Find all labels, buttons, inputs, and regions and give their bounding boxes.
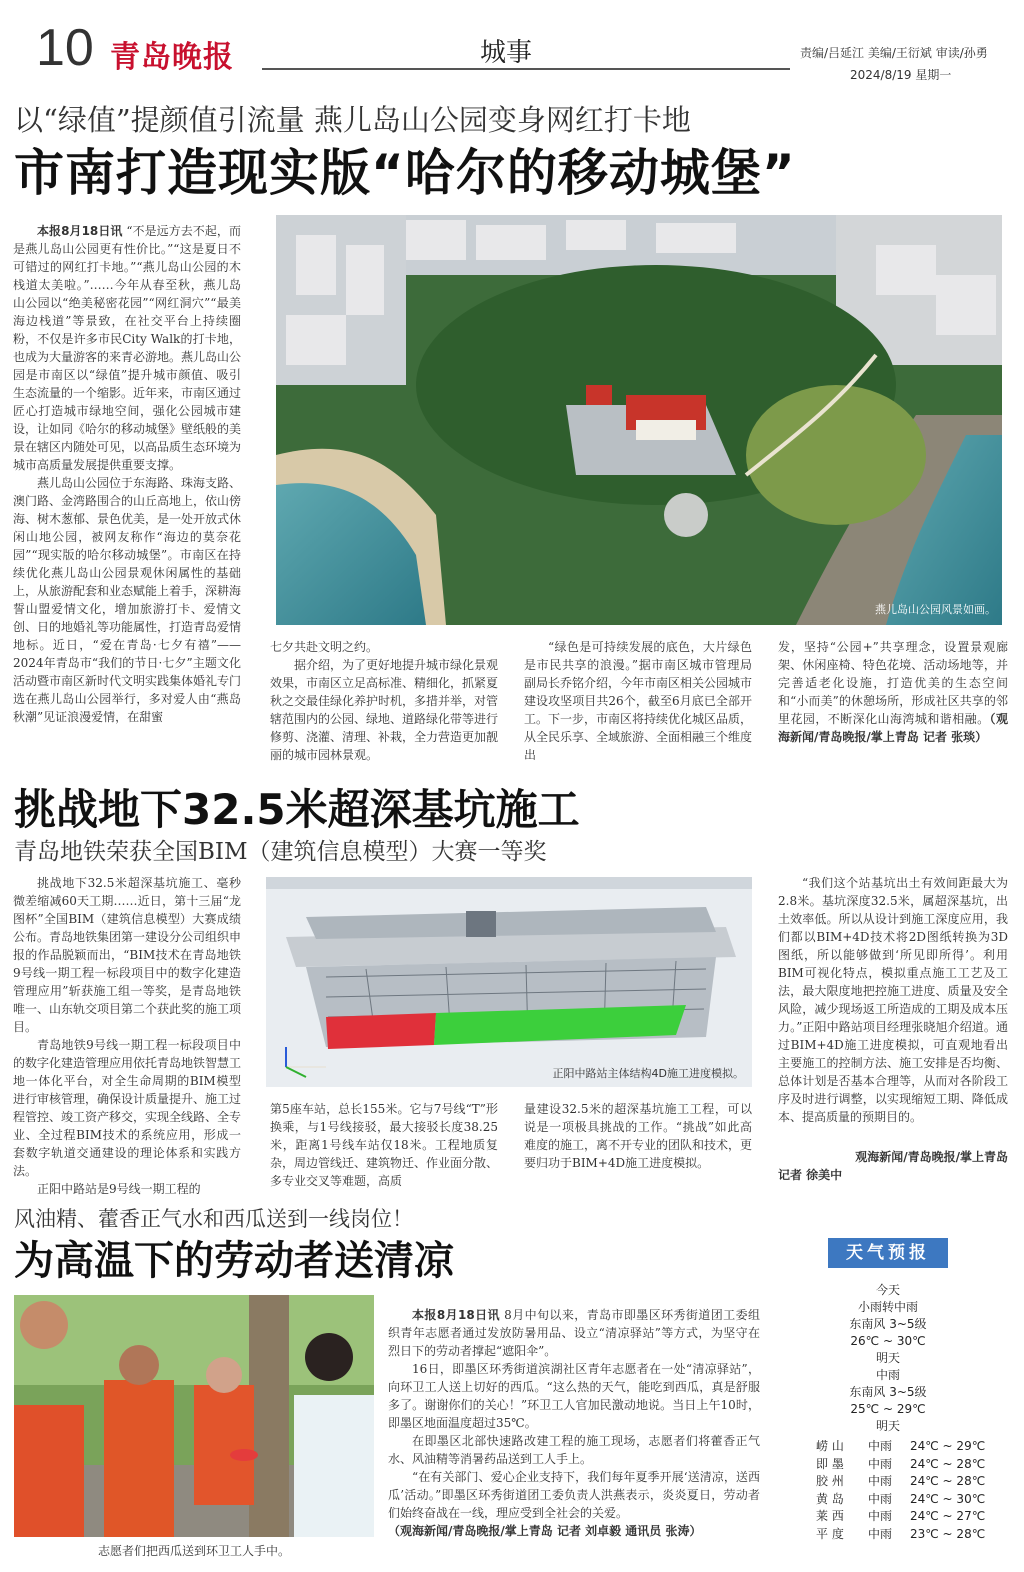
article3-p4: “在有关部门、爱心企业支持下，我们每年夏季开展‘送清凉，送西瓜’活动。”即墨区环秀街道团工委负责人洪燕表示，炎炎夏日，劳动者们始终奋战在一线，理应受到全社会的关爱。 — [388, 1470, 760, 1520]
weather-city-row — [816, 1508, 1012, 1526]
city-name: 即 墨 — [816, 1456, 844, 1471]
park-aerial-photo — [276, 215, 1002, 625]
bim-model-image — [266, 877, 752, 1087]
city-temp: 23℃ ~ 28℃ — [910, 1526, 986, 1541]
weather-city-row — [816, 1473, 1012, 1491]
section-divider — [262, 68, 790, 70]
article2-subhead: 青岛地铁荣获全国BIM（建筑信息模型）大赛一等奖 — [14, 839, 547, 865]
article3-kicker: 风油精、藿香正气水和西瓜送到一线岗位！ — [14, 1207, 413, 1231]
article2-col1-p2: 青岛地铁9号线一期工程一标段项目中的数字化建造管理应用依托青岛地铁智慧工地一体化平台，对全生命周期的BIM模型进行审核管理，确保设计质量提升、施工过程管控、竣工资产移交，实现全线路、全专业、全过程BIM技术的系统应用，形成一套数字轨道交通建设的理论体系和实践方法。 — [13, 1038, 242, 1178]
city-condition: 中雨 — [868, 1509, 893, 1523]
city-temp: 24℃ ~ 28℃ — [910, 1456, 986, 1471]
article2-col1-text: 挑战地下32.5米超深基坑施工、毫秒微差缩减60天工期……近日，第十三届“龙图杯”全国BIM（建筑信息模型）大赛成绩公布。青岛地铁集团第一建设分公司组织申报的作品脱颖而出，“BIM技术在青岛地铁9号线一期工程一标段项目中的数字化建造管理应用”斩获施工组一等奖，是青岛地铁唯一、山东轨交项目第二个获此奖的施工项目。 — [13, 876, 242, 1034]
article2-headline: 挑战地下32.5米超深基坑施工 — [14, 785, 580, 834]
article1-col1-text: “不是远方去不起，而是燕儿岛山公园更有性价比。”“这是夏日不可错过的网红打卡地。”“燕儿岛山公园的木栈道太美啦。”……今年从春至秋，燕儿岛山公园以“绝美秘密花园”“网红洞穴”“最美海边栈道”等景致，在社交平台上持续圈粉，不仅是许多市民City Walk的打卡地，也成为大量游客的来青必游地。燕儿岛山公园是市南区以“绿值”提升城市颜值、吸引生态流量的一个缩影。近年来，市南区通过匠心打造城市绿地空间，强化公园城市建设，让如同《哈尔的移动城堡》壁纸般的美景在辖区内随处可见，以高品质生态环境为城市高质量发展提供重要支撑。 — [13, 224, 242, 472]
article1-column1 — [13, 222, 241, 752]
city-temp: 24℃ ~ 27℃ — [910, 1509, 986, 1523]
city-temp: 24℃ ~ 30℃ — [910, 1491, 986, 1506]
weather-today-wind: 东南风 3~5级 — [849, 1317, 927, 1331]
article1-headline: 市南打造现实版“哈尔的移动城堡” — [14, 144, 796, 202]
article1-col3-text: “绿色是可持续发展的底色，大片绿色是市民共享的浪漫。”据市南区城市管理局副局长乔铭介绍，今年市南区相关公园城市建设攻坚项目共26个，截至6月底已全部开工。下一步，市南区将持续优化城区品质，从全民乐享、全域旅游、全面相融三个维度出 — [524, 640, 753, 762]
article1-photo-caption: 燕儿岛山公园风景如画。 — [875, 603, 996, 616]
article1-lead-label: 本报8月18日讯 — [37, 224, 123, 238]
weather-city-list — [816, 1438, 1012, 1543]
page-number: 10 — [36, 19, 94, 77]
city-name: 莱 西 — [816, 1509, 844, 1523]
city-condition: 中雨 — [868, 1474, 893, 1488]
city-condition: 中雨 — [868, 1491, 893, 1506]
city-name: 崂 山 — [816, 1439, 844, 1453]
article2-column2 — [270, 1100, 498, 1186]
article1-col4-text: 发，坚持“公园+”共享理念，设置景观廊架、休闲座椅、特色花境、活动场地等，并完善适老化设施，打造优美的生态空间和“小而美”的休憩场所，形成社区共享的邻里花园，不断深化山海湾城和谐相融。 — [778, 640, 1008, 726]
article1-kicker: 以“绿值”提颜值引流量 燕儿岛山公园变身网红打卡地 — [14, 103, 691, 137]
weather-tomorrow-label: 明天 — [875, 1351, 900, 1365]
city-name: 黄 岛 — [816, 1491, 844, 1506]
city-name: 平 度 — [816, 1526, 844, 1541]
article1-column3 — [524, 638, 753, 762]
article3-photo-caption: 志愿者们把西瓜送到环卫工人手中。 — [97, 1544, 290, 1558]
weather-city-row — [816, 1456, 1012, 1474]
volunteers-photo — [14, 1295, 374, 1537]
article2-col2-text: 第5座车站，总长155米。它与7号线“T”形换乘，与1号线接驳，最大接驳长度38.25米，距离1号线车站仅18米。工程地质复杂，周边管线迁、建筑物迁、作业面分散、多专业交叉等难题，高质 — [270, 1102, 499, 1188]
weather-tomorrow-wind: 东南风 3~5级 — [849, 1385, 927, 1399]
article2-col3-text: 量建设32.5米的超深基坑施工工程，可以说是一项极具挑战的工作。“挑战”如此高难度的施工，离不开专业的团队和技术，更要归功于BIM+4D施工进度模拟。 — [524, 1102, 753, 1170]
article2-reporter: 记者 徐美中 — [778, 1168, 843, 1182]
weather-title: 天气预报 — [828, 1238, 948, 1268]
weather-forecast — [820, 1282, 956, 1435]
city-condition: 中雨 — [868, 1456, 893, 1471]
weather-tomorrow-condition: 中雨 — [875, 1368, 900, 1382]
city-temp: 24℃ ~ 28℃ — [910, 1474, 986, 1488]
city-condition: 中雨 — [868, 1439, 893, 1453]
article3-lead-label: 本报8月18日讯 — [412, 1308, 500, 1322]
article2-column3 — [524, 1100, 752, 1186]
article1-column2 — [270, 638, 499, 762]
article2-col4-text: “我们这个站基坑出土有效间距最大为2.8米。基坑深度32.5米，属超深基坑，出土效率低。所以从设计到施工深度应用，我们都以BIM+4D技术将2D图纸转换为3D图纸，所以能够做到‘所见即所得’。利用BIM可视化特点，模拟重点施工工艺及工法，最大限度地把控施工进度、质量及安全风险，减少现场返工所造成的工期及成本压力。”正阳中路站项目经理张晓旭介绍道。通过BIM+4D施工进度模拟，可直观地看出主要施工的控制方法、施工安排是否均衡、总体计划是否基本合理等，从而对各阶段工序及时进行调整，以实现缩短工期、降低成本、提高质量的预期目的。 — [778, 876, 1008, 1124]
editor-credits: 责编/吕延江 美编/王衍斌 审读/孙勇 — [800, 46, 988, 60]
article1-col1-p2: 燕儿岛山公园位于东海路、珠海支路、澳门路、金湾路围合的山丘高地上，依山傍海、树木葱郁、景色优美，是一处开放式休闲山地公园，被网友称作“海边的莫奈花园”“现实版的哈尔移动城堡”。市南区在持续优化燕儿岛山公园景观休闲属性的基础上，从旅游配套和业态赋能上着手，深耕海誓山盟爱情文化，增加旅游打卡、爱情文创、日的地婚礼等功能属性，打造青岛爱情地标。近日，“爱在青岛·七夕有禧”——2024年青岛市“我们的节日·七夕”主题文化活动暨市南区新时代文明实践集体婚礼专门选在燕儿岛山公园举行，多对爱人由“燕岛秋潮”见证浪漫爱情，在甜蜜 — [13, 476, 242, 724]
article2-photo-caption: 正阳中路站主体结构4D施工进度模拟。 — [552, 1067, 744, 1080]
weather-city-row — [816, 1438, 1012, 1456]
article3-p2: 16日，即墨区环秀街道滨湖社区青年志愿者在一处“清凉驿站”，向环卫工人送上切好的西瓜。“这么热的天气，能吃到西瓜，真是舒服多了。谢谢你们的关心！”环卫工人官加民激动地说。当日上午10时，即墨区地面温度超过35℃。 — [388, 1362, 760, 1430]
article2-reporter-block — [778, 1166, 1008, 1186]
weather-tomorrow-temp: 25℃ ~ 29℃ — [850, 1402, 926, 1416]
section-title: 城事 — [480, 38, 533, 68]
article3-headline: 为高温下的劳动者送清凉 — [14, 1238, 454, 1284]
newspaper-logo: 青岛晚报 — [110, 40, 234, 75]
article3-byline: （观海新闻/青岛晚报/掌上青岛 记者 刘卓毅 通讯员 张涛） — [388, 1524, 702, 1538]
weather-cities-label: 明天 — [875, 1419, 900, 1433]
article1-byline: （观海新闻/青岛晚报/掌上青岛 记者 张琰） — [778, 712, 1008, 744]
article1-col2-p2: 据介绍，为了更好地提升城市绿化景观效果，市南区立足高标准、精细化，抓紧夏秋之交最佳绿化养护时机，多措并举，对管辖范围内的公园、绿地、道路绿化带等进行修剪、浇灌、清理、补栽，全力营造更加靓丽的城市园林景观。 — [270, 658, 499, 762]
article2-col1-p3: 正阳中路站是9号线一期工程的 — [37, 1182, 201, 1196]
city-temp: 24℃ ~ 29℃ — [910, 1439, 986, 1453]
weather-today-condition: 小雨转中雨 — [857, 1300, 918, 1314]
city-name: 胶 州 — [816, 1474, 844, 1488]
weather-today-temp: 26℃ ~ 30℃ — [850, 1334, 926, 1348]
article1-column4 — [778, 638, 1008, 758]
article2-column1 — [13, 874, 242, 1196]
article3-p1: 8月中旬以来，青岛市即墨区环秀街道团工委组织青年志愿者通过发放防暑用品、设立“清凉驿站”等方式，为坚守在烈日下的劳动者撑起“遮阳伞”。 — [388, 1308, 760, 1358]
article2-byline: 观海新闻/青岛晚报/掌上青岛 — [855, 1150, 1008, 1164]
article1-col2-text: 七夕共赴文明之约。 — [270, 640, 379, 654]
city-condition: 中雨 — [868, 1526, 893, 1541]
weather-city-row — [816, 1491, 1012, 1509]
weather-city-row — [816, 1526, 1012, 1544]
article3-body — [388, 1306, 760, 1538]
article3-p3: 在即墨区北部快速路改建工程的施工现场，志愿者们将藿香正气水、风油精等消暑药品送到工人手上。 — [388, 1434, 760, 1466]
weather-today-label: 今天 — [875, 1283, 900, 1297]
article2-column4 — [778, 874, 1008, 1144]
issue-date: 2024/8/19 星期一 — [850, 68, 952, 82]
